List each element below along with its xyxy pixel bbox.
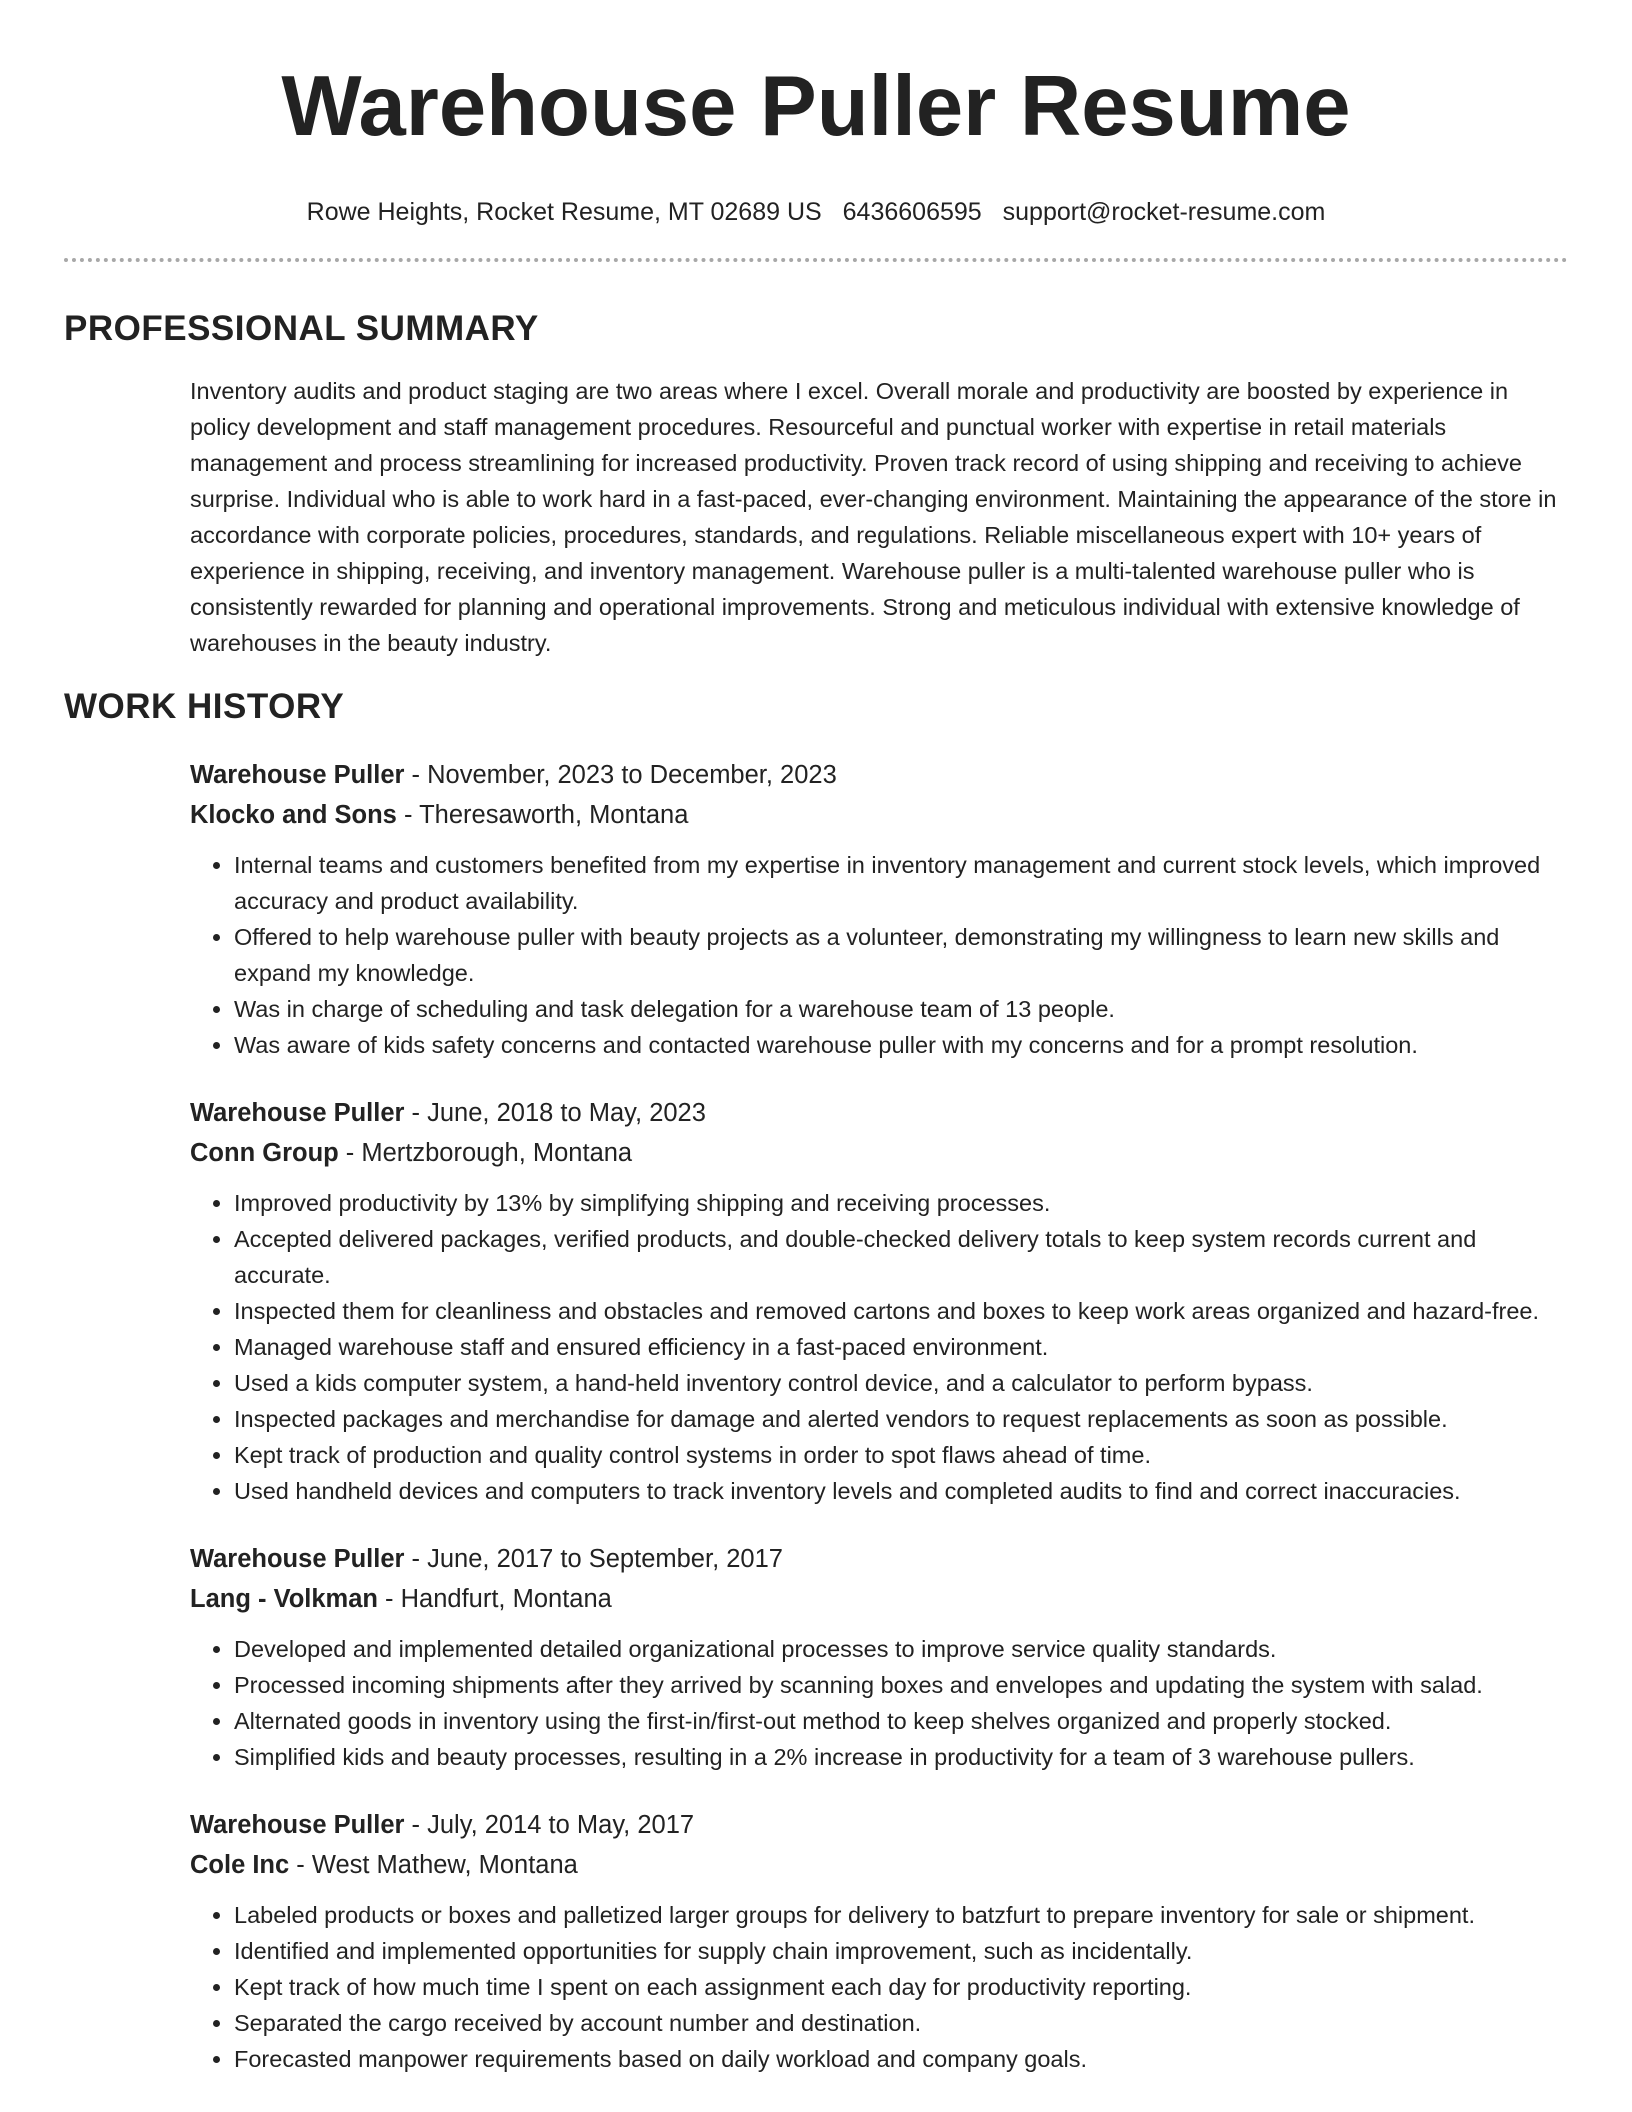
job-company: Klocko and Sons bbox=[190, 801, 397, 829]
summary-text: Inventory audits and product staging are two areas where I excel. Overall morale and productivity are boosted by experience in policy development and staff management procedures. Resourceful and punctual worker with expertise in retail materials management and process streamlining for increased productivity. Proven track record of using shipping and receiving to achieve surprise. Individual who is able to work hard in a fast-paced, ever-changing environment. Maintaining the appearance of the store in accordance with corporate policies, procedures, standards, and regulations. Reliable miscellaneous expert with 10+ years of experience in shipping, receiving, and inventory management. Warehouse puller is a multi-talented warehouse puller who is consistently rewarded for planning and operational improvements. Strong and meticulous individual with extensive knowledge of warehouses in the beauty industry. bbox=[190, 378, 1557, 656]
job-company-line bbox=[190, 1845, 1568, 1885]
job-title: Warehouse Puller bbox=[190, 1545, 405, 1573]
job-title-line bbox=[190, 1805, 1568, 1845]
duty-item: • Forecasted manpower requirements based on daily workload and company goals. bbox=[234, 2041, 1568, 2077]
duty-item: • Processed incoming shipments after they arrived by scanning boxes and envelopes and updating the system with salad. bbox=[234, 1667, 1568, 1703]
job-location: - Handfurt, Montana bbox=[377, 1585, 612, 1613]
job-company-line bbox=[190, 1133, 1568, 1173]
duty-item: • Separated the cargo received by account number and destination. bbox=[234, 2005, 1568, 2041]
job-company: Cole Inc bbox=[190, 1851, 290, 1879]
job-dates: - November, 2023 to December, 2023 bbox=[404, 761, 837, 789]
job-company-line bbox=[190, 795, 1568, 835]
job-entry bbox=[190, 1093, 1568, 1509]
duty-item: • Offered to help warehouse puller with beauty projects as a volunteer, demonstrating my willingness to learn new skills and expand my knowledge. bbox=[234, 919, 1568, 991]
duty-item: • Used handheld devices and computers to track inventory levels and completed audits to find and correct inaccuracies. bbox=[234, 1473, 1568, 1509]
work-history-heading: WORK HISTORY bbox=[64, 687, 345, 726]
duty-item: • Managed warehouse staff and ensured efficiency in a fast-paced environment. bbox=[234, 1329, 1568, 1365]
job-dates: - June, 2018 to May, 2023 bbox=[404, 1099, 706, 1127]
job-title-line bbox=[190, 755, 1568, 795]
duty-item: • Simplified kids and beauty processes, resulting in a 2% increase in productivity for a team of 3 warehouse pullers. bbox=[234, 1739, 1568, 1775]
duty-item: • Improved productivity by 13% by simplifying shipping and receiving processes. bbox=[234, 1185, 1568, 1221]
duty-item: • Accepted delivered packages, verified products, and double-checked delivery totals to keep system records current and accurate. bbox=[234, 1221, 1568, 1293]
job-location: - Theresaworth, Montana bbox=[396, 801, 689, 829]
contact-email: support@rocket-resume.com bbox=[1002, 198, 1326, 226]
duty-item: • Kept track of production and quality control systems in order to spot flaws ahead of time. bbox=[234, 1437, 1568, 1473]
duty-item: • Was in charge of scheduling and task delegation for a warehouse team of 13 people. bbox=[234, 991, 1568, 1027]
duty-item: • Developed and implemented detailed organizational processes to improve service quality standards. bbox=[234, 1631, 1568, 1667]
job-duties bbox=[190, 1631, 1568, 1775]
job-company-line bbox=[190, 1579, 1568, 1619]
job-title-line bbox=[190, 1093, 1568, 1133]
contact-address: Rowe Heights, Rocket Resume, MT 02689 US bbox=[306, 198, 822, 226]
duty-item: • Identified and implemented opportunities for supply chain improvement, such as incidentally. bbox=[234, 1933, 1568, 1969]
resume-title: Warehouse Puller Resume bbox=[281, 59, 1351, 154]
job-company: Lang - Volkman bbox=[190, 1585, 378, 1613]
duty-item: • Was aware of kids safety concerns and contacted warehouse puller with my concerns and for a prompt resolution. bbox=[234, 1027, 1568, 1063]
duty-item: • Kept track of how much time I spent on each assignment each day for productivity reporting. bbox=[234, 1969, 1568, 2005]
job-duties bbox=[190, 847, 1568, 1063]
job-company: Conn Group bbox=[190, 1139, 339, 1167]
header-divider bbox=[64, 258, 1568, 262]
job-dates: - June, 2017 to September, 2017 bbox=[404, 1545, 783, 1573]
job-duties bbox=[190, 1185, 1568, 1509]
contact-phone: 6436606595 bbox=[842, 198, 982, 226]
duty-item: • Inspected them for cleanliness and obstacles and removed cartons and boxes to keep work areas organized and hazard-free. bbox=[234, 1293, 1568, 1329]
job-title: Warehouse Puller bbox=[190, 761, 405, 789]
duty-item: • Labeled products or boxes and palletized larger groups for delivery to batzfurt to prepare inventory for sale or shipment. bbox=[234, 1897, 1568, 1933]
job-duties bbox=[190, 1897, 1568, 2077]
resume-header bbox=[64, 0, 1568, 228]
job-location: - Mertzborough, Montana bbox=[338, 1139, 633, 1167]
duty-item: • Used a kids computer system, a hand-held inventory control device, and a calculator to perform bypass. bbox=[234, 1365, 1568, 1401]
duty-item: • Internal teams and customers benefited from my expertise in inventory management and current stock levels, which improved accuracy and product availability. bbox=[234, 847, 1568, 919]
job-location: - West Mathew, Montana bbox=[289, 1851, 578, 1879]
job-title: Warehouse Puller bbox=[190, 1099, 405, 1127]
duty-item: • Alternated goods in inventory using the first-in/first-out method to keep shelves organized and properly stocked. bbox=[234, 1703, 1568, 1739]
work-history-list bbox=[190, 755, 1568, 2077]
summary-heading: PROFESSIONAL SUMMARY bbox=[64, 309, 539, 348]
job-dates: - July, 2014 to May, 2017 bbox=[404, 1811, 695, 1839]
job-entry bbox=[190, 1805, 1568, 2077]
duty-item: • Inspected packages and merchandise for damage and alerted vendors to request replacements as soon as possible. bbox=[234, 1401, 1568, 1437]
job-entry bbox=[190, 755, 1568, 1063]
job-entry bbox=[190, 1539, 1568, 1775]
job-title: Warehouse Puller bbox=[190, 1811, 405, 1839]
contact-line bbox=[64, 196, 1568, 228]
job-title-line bbox=[190, 1539, 1568, 1579]
